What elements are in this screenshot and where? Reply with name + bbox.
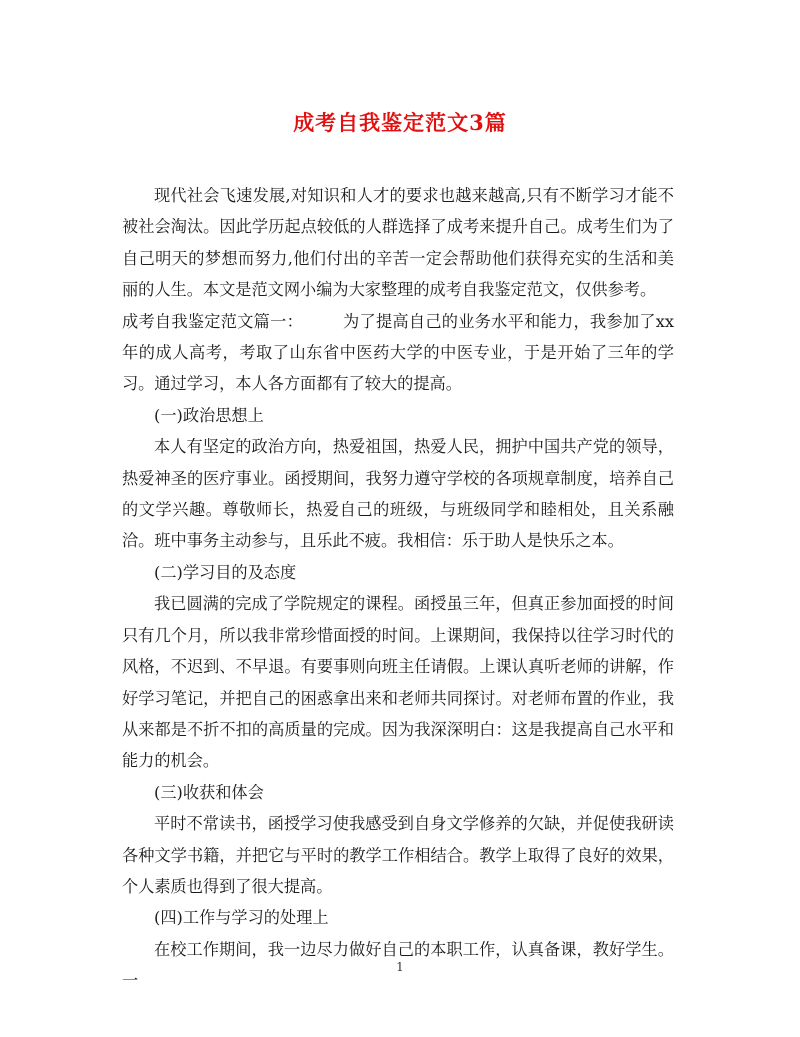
section-label: 成考自我鉴定范文篇一： (122, 311, 304, 331)
work-study-paragraph: 在校工作期间，我一边尽力做好自己的本职工作，认真备课，教好学生。一 (122, 939, 674, 991)
section-heading-gains: (三)收获和体会 (154, 782, 264, 802)
section-heading-study-attitude: (二)学习目的及态度 (154, 562, 297, 582)
page-number: 1 (396, 960, 404, 974)
section-one-paragraph (122, 306, 674, 400)
study-attitude-paragraph: 我已圆满的完成了学院规定的课程。函授虽三年，但真正参加面授的时间只有几个月，所以我非常珍惜面授的时间。上课期间，我保持以往学习时代的风格，不迟到、不早退。有要事则向班主任请假。上课认真听老师的讲解，作好学习笔记，并把自己的困惑拿出来和老师共同探讨。对老师布置的作业，我从来都是不折不扣的高质量的完成。因为我深深明白：这是我提高自己水平和能力的机会。 (122, 594, 674, 771)
document-title: 成考自我鉴定范文3篇 (293, 110, 507, 135)
section-heading-work-study: (四)工作与学习的处理上 (154, 908, 329, 928)
intro-paragraph: 现代社会飞速发展,对知识和人才的要求也越来越高,只有不断学习才能不被社会淘汰。因此学历起点较低的人群选择了成考来提升自己。成考生们为了自己明天的梦想而努力,他们付出的辛苦一定会帮助他们获得充实的生活和美丽的人生。本文是范文网小编为大家整理的成考自我鉴定范文，仅供参考。 (122, 186, 674, 300)
politics-paragraph: 本人有坚定的政治方向，热爱祖国，热爱人民，拥护中国共产党的领导，热爱神圣的医疗事业。函授期间，我努力遵守学校的各项规章制度，培养自己的文学兴趣。尊敬师长，热爱自己的班级，与班级同学和睦相处，且关系融洽。班中事务主动参与，且乐此不疲。我相信：乐于助人是快乐之本。 (122, 437, 674, 551)
section-heading-politics: (一)政治思想上 (154, 405, 264, 425)
document-body (122, 180, 674, 997)
section-intro-text: 为了提高自己的业务水平和能力，我参加了xx年的成人高考，考取了山东省中医药大学的中医专业，于是开始了三年的学习。通过学习，本人各方面都有了较大的提高。 (122, 311, 675, 394)
gains-paragraph: 平时不常读书，函授学习使我感受到自身文学修养的欠缺，并促使我研读各种文学书籍，并把它与平时的教学工作相结合。教学上取得了良好的效果，个人素质也得到了很大提高。 (122, 814, 674, 896)
